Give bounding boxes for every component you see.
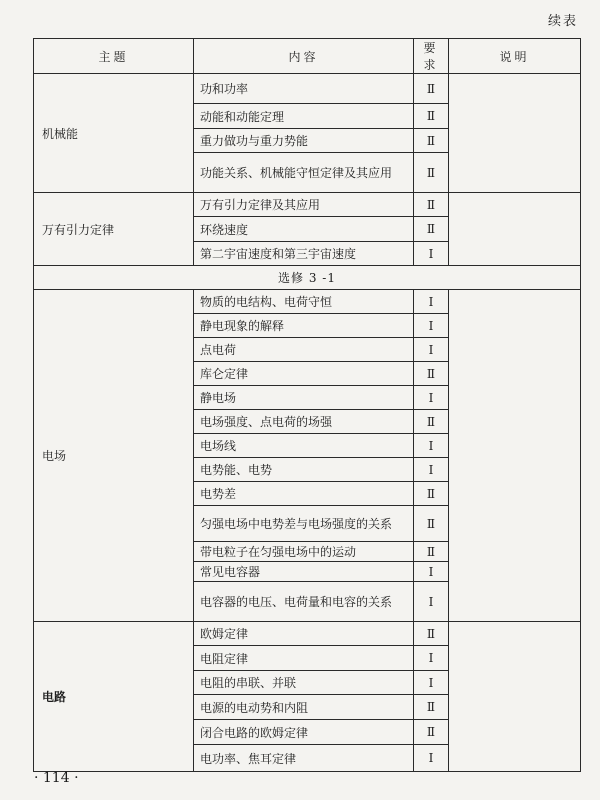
- content-cell: 点电荷: [194, 338, 414, 362]
- content-cell: 重力做功与重力势能: [194, 129, 414, 153]
- requirement-cell: Ⅱ: [414, 482, 449, 506]
- content-cell: 电源的电动势和内阻: [194, 695, 414, 720]
- requirement-cell: Ⅱ: [414, 542, 449, 562]
- requirement-cell: Ⅰ: [414, 338, 449, 362]
- requirement-cell: Ⅰ: [414, 386, 449, 410]
- column-header-content: 内容: [194, 39, 414, 74]
- continued-label: 续表: [547, 14, 578, 29]
- syllabus-table: [33, 38, 581, 772]
- requirement-cell: Ⅰ: [414, 242, 449, 266]
- requirement-cell: Ⅱ: [414, 153, 449, 193]
- requirement-cell: Ⅱ: [414, 129, 449, 153]
- content-cell: 电阻定律: [194, 646, 414, 671]
- requirement-cell: Ⅱ: [414, 217, 449, 242]
- requirement-cell: Ⅱ: [414, 74, 449, 104]
- content-cell: 电场强度、点电荷的场强: [194, 410, 414, 434]
- content-cell: 库仑定律: [194, 362, 414, 386]
- content-cell: 电阻的串联、并联: [194, 671, 414, 695]
- requirement-cell: Ⅰ: [414, 290, 449, 314]
- content-cell: 功和功率: [194, 74, 414, 104]
- column-header-requirement: 要求: [414, 39, 449, 74]
- requirement-cell: Ⅰ: [414, 314, 449, 338]
- content-cell: 静电现象的解释: [194, 314, 414, 338]
- requirement-cell: Ⅰ: [414, 671, 449, 695]
- content-cell: 第二宇宙速度和第三宇宙速度: [194, 242, 414, 266]
- section-label: 选修 3 -1: [34, 266, 581, 290]
- column-header-note: 说明: [449, 39, 581, 74]
- table-row: [34, 193, 581, 217]
- content-cell: 匀强电场中电势差与电场强度的关系: [194, 506, 414, 542]
- table-row: [34, 622, 581, 646]
- topic-cell: 电场: [34, 290, 194, 622]
- requirement-cell: Ⅰ: [414, 434, 449, 458]
- topic-cell: 电路: [34, 622, 194, 772]
- requirement-cell: Ⅱ: [414, 695, 449, 720]
- content-cell: 物质的电结构、电荷守恒: [194, 290, 414, 314]
- requirement-cell: Ⅱ: [414, 720, 449, 745]
- requirement-cell: Ⅱ: [414, 622, 449, 646]
- content-cell: 闭合电路的欧姆定律: [194, 720, 414, 745]
- requirement-cell: Ⅱ: [414, 506, 449, 542]
- content-cell: 电容器的电压、电荷量和电容的关系: [194, 582, 414, 622]
- content-cell: 电场线: [194, 434, 414, 458]
- requirement-cell: Ⅰ: [414, 745, 449, 772]
- content-cell: 欧姆定律: [194, 622, 414, 646]
- content-cell: 静电场: [194, 386, 414, 410]
- topic-cell: 机械能: [34, 74, 194, 193]
- header-row: [34, 39, 581, 74]
- content-cell: 电功率、焦耳定律: [194, 745, 414, 772]
- requirement-cell: Ⅱ: [414, 410, 449, 434]
- page-number: · 114 ·: [34, 770, 79, 786]
- note-cell: [449, 193, 581, 266]
- note-cell: [449, 622, 581, 772]
- column-header-topic: 主题: [34, 39, 194, 74]
- content-cell: 环绕速度: [194, 217, 414, 242]
- table-row: [34, 74, 581, 104]
- requirement-cell: Ⅰ: [414, 458, 449, 482]
- content-cell: 万有引力定律及其应用: [194, 193, 414, 217]
- content-cell: 功能关系、机械能守恒定律及其应用: [194, 153, 414, 193]
- content-cell: 电势能、电势: [194, 458, 414, 482]
- requirement-cell: Ⅱ: [414, 362, 449, 386]
- requirement-cell: Ⅱ: [414, 193, 449, 217]
- requirement-cell: Ⅰ: [414, 582, 449, 622]
- topic-cell: 万有引力定律: [34, 193, 194, 266]
- content-cell: 带电粒子在匀强电场中的运动: [194, 542, 414, 562]
- content-cell: 常见电容器: [194, 562, 414, 582]
- content-cell: 电势差: [194, 482, 414, 506]
- section-row: [34, 266, 581, 290]
- requirement-cell: Ⅰ: [414, 562, 449, 582]
- content-cell: 动能和动能定理: [194, 104, 414, 129]
- table-row: [34, 290, 581, 314]
- note-cell: [449, 290, 581, 622]
- requirement-cell: Ⅰ: [414, 646, 449, 671]
- requirement-cell: Ⅱ: [414, 104, 449, 129]
- note-cell: [449, 74, 581, 193]
